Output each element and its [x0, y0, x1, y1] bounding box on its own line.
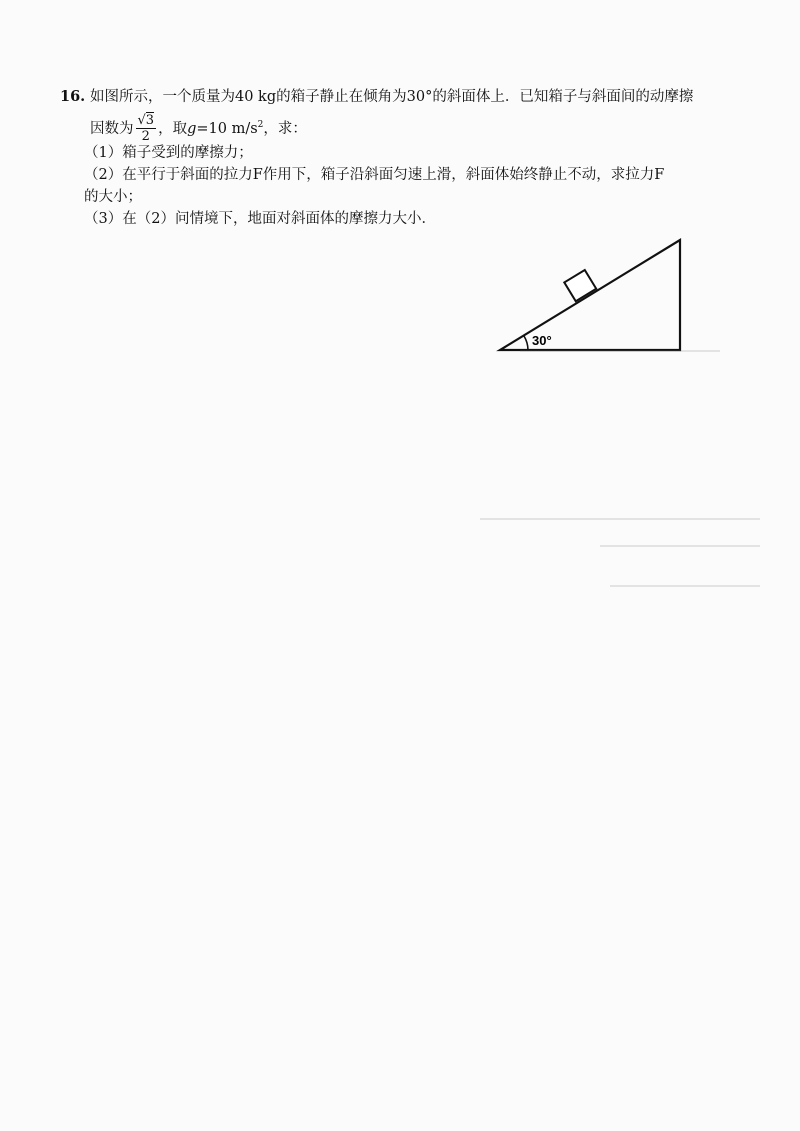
- subquestion-3: （3）在（2）问情境下，地面对斜面体的摩擦力大小．: [84, 211, 436, 227]
- scan-artifact: [610, 585, 760, 587]
- incline-figure: [490, 232, 690, 362]
- scan-artifact: [520, 350, 720, 352]
- stem-text-2-suffix: ，求：: [263, 120, 307, 137]
- problem-16: [60, 86, 760, 230]
- scan-artifact: [480, 518, 760, 520]
- angle-arc: [524, 336, 528, 350]
- subquestion-2-line-2: 的大小；: [84, 189, 142, 205]
- question-number: 16.: [60, 88, 86, 105]
- angle-label: 30°: [532, 333, 552, 348]
- scan-artifact: [600, 545, 760, 547]
- stem-text-2-mid: ，取: [158, 120, 188, 137]
- gravity-exponent: 2: [257, 120, 264, 130]
- sqrt-icon: √: [137, 113, 146, 129]
- fraction-denominator: 2: [141, 129, 150, 145]
- gravity-value: =10 m/s: [196, 120, 258, 137]
- incline-triangle: [500, 240, 680, 350]
- friction-coefficient-fraction: [136, 113, 157, 144]
- stem-line-1: [60, 86, 760, 108]
- box-on-incline: [564, 270, 596, 301]
- stem-line-2: [60, 108, 760, 145]
- stem-text-2-prefix: 因数为: [90, 120, 134, 137]
- fraction-numerator: √3: [137, 113, 155, 129]
- gravity-symbol: g: [187, 120, 197, 137]
- subquestion-2-line-1: （2）在平行于斜面的拉力F作用下，箱子沿斜面匀速上滑，斜面体始终静止不动，求拉力F: [84, 167, 665, 183]
- stem-text-1: 如图所示，一个质量为40 kg的箱子静止在倾角为30°的斜面体上．已知箱子与斜面间的动摩擦: [90, 89, 694, 105]
- subquestion-1: （1）箱子受到的摩擦力；: [84, 145, 253, 161]
